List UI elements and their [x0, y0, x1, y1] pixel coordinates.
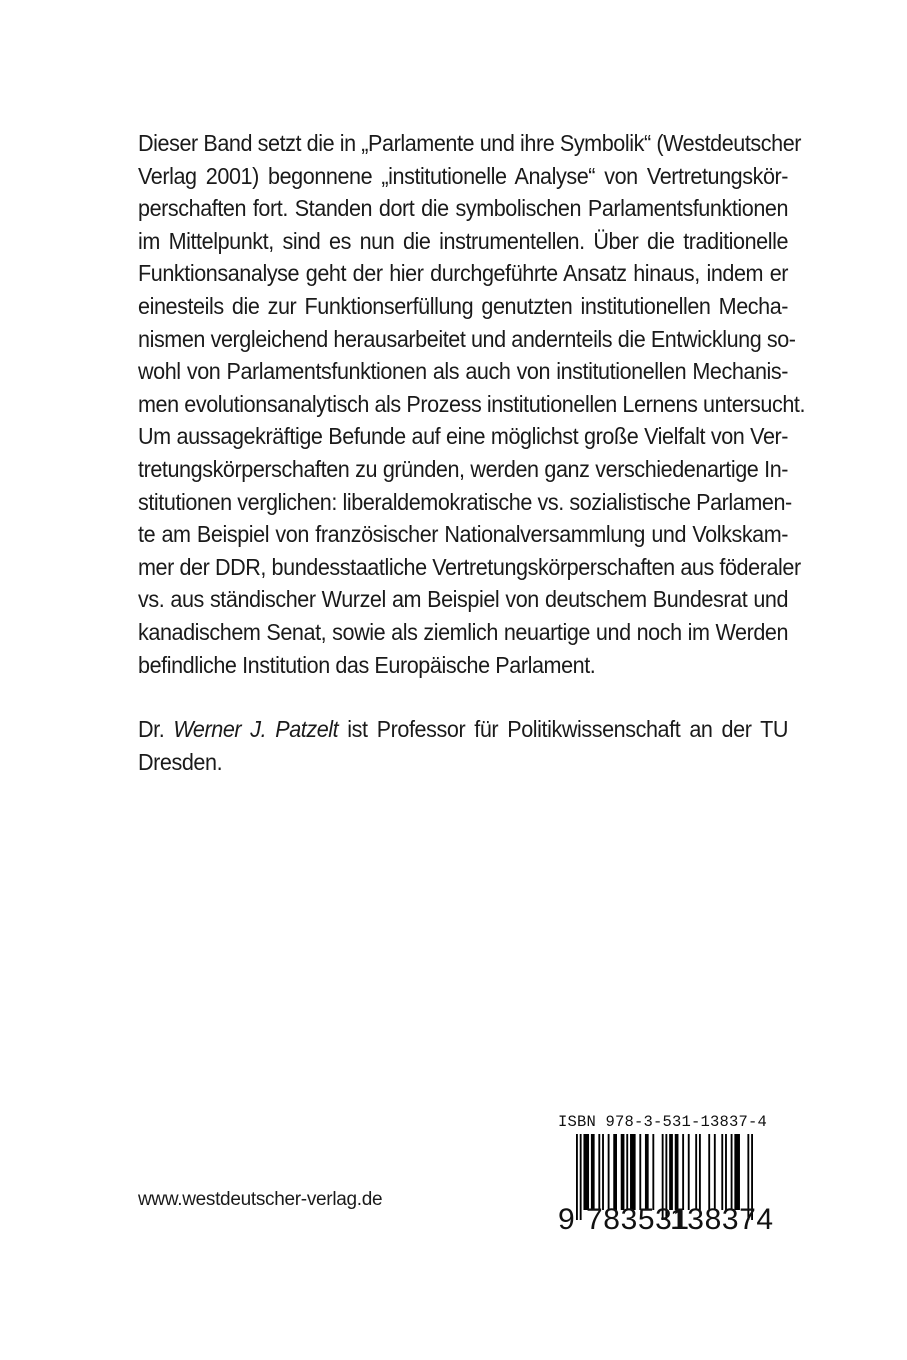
author-name: Werner J. Patzelt: [173, 716, 339, 743]
blurb-line: tretungskörperschaften zu gründen, werden ganz verschiedenartige In-: [138, 455, 789, 482]
ean-first-digit: 9: [558, 1203, 575, 1236]
blurb-line: stitutionen verglichen: liberaldemokratische vs. sozialistische Parlamen-: [138, 488, 792, 515]
author-line: [138, 713, 788, 746]
blurb-line: men evolutionsanalytisch als Prozess institutionellen Lernens untersucht.: [138, 390, 806, 417]
blurb-text: [138, 127, 806, 778]
blurb-line: vs. aus ständischer Wurzel am Beispiel von deutschem Bundesrat und: [138, 586, 789, 613]
paragraph-gap: [138, 681, 788, 713]
blurb-line: Um aussagekräftige Befunde auf eine möglichst große Vielfalt von Ver-: [138, 423, 789, 450]
blurb-line: wohl von Parlamentsfunktionen als auch von institutionellen Mechanis-: [138, 358, 789, 385]
blurb-line: Funktionsanalyse geht der hier durchgeführte Ansatz hinaus, indem er: [138, 260, 789, 287]
ean-left-digits: 783531: [586, 1203, 690, 1236]
blurb-line: perschaften fort. Standen dort die symbolischen Parlamentsfunktionen: [138, 195, 789, 222]
blurb-line: te am Beispiel von französischer Nationalversammlung und Volkskam-: [138, 521, 789, 548]
blurb-line: mer der DDR, bundesstaatliche Vertretungskörperschaften aus föderaler: [138, 553, 801, 580]
author-line-2: Dresden.: [138, 748, 223, 775]
blurb-line: befindliche Institution das Europäische Parlament.: [138, 651, 596, 678]
publisher-url: www.westdeutscher-verlag.de: [138, 1189, 383, 1210]
blurb-line: einesteils die zur Funktionserfüllung genutzten institutionellen Mecha-: [138, 292, 789, 319]
blurb-line: im Mittelpunkt, sind es nun die instrumentellen. Über die traditionelle: [138, 227, 789, 254]
blurb-line: kanadischem Senat, sowie als ziemlich neuartige und noch im Werden: [138, 618, 789, 645]
isbn-barcode: [556, 1114, 786, 1245]
barcode: [556, 1133, 786, 1245]
blurb-line: nismen vergleichend herausarbeitet und andernteils die Entwicklung so-: [138, 325, 796, 352]
blurb-line: Verlag 2001) begonnene „institutionelle Analyse“ von Vertretungskör-: [138, 162, 789, 189]
author-prefix: Dr.: [138, 716, 174, 743]
isbn-label: ISBN 978-3-531-13837-4: [558, 1113, 768, 1131]
author-description: ist Professor für Politikwissenschaft an der TU: [338, 716, 789, 743]
ean-right-digits: 138374: [670, 1203, 774, 1236]
blurb-line: Dieser Band setzt die in „Parlamente und ihre Symbolik“ (Westdeutscher: [138, 130, 802, 156]
